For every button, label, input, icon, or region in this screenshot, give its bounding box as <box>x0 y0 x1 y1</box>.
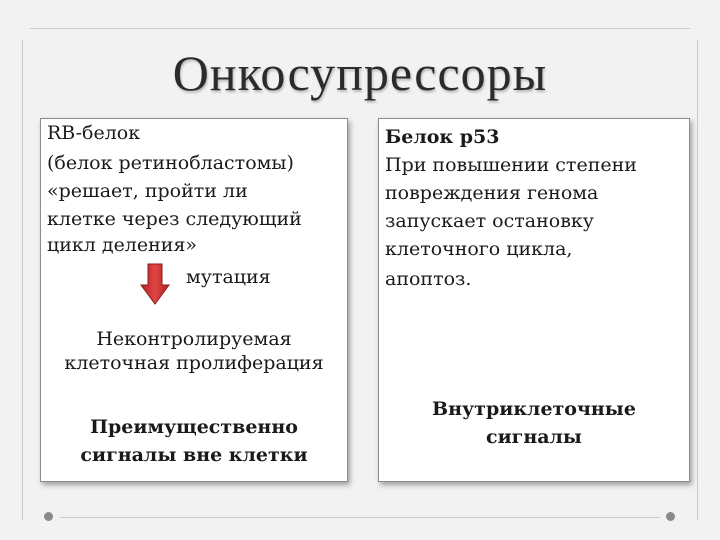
rb-line-2: «решает, пройти ли <box>47 180 248 202</box>
frame-top-line <box>30 28 690 29</box>
proliferation-line-2: клеточная пролиферация <box>64 352 324 374</box>
down-arrow-icon <box>140 263 170 305</box>
p53-line-3: запускает остановку <box>385 210 594 232</box>
rb-line-3: клетке через следующий <box>47 208 302 230</box>
p53-footer-line-2: сигналы <box>486 426 582 448</box>
slide-title: Онкосупрессоры <box>172 45 548 101</box>
mutation-label: мутация <box>186 266 271 288</box>
rb-protein-box <box>40 118 348 482</box>
frame-dot-left <box>44 512 53 521</box>
rb-heading: RB-белок <box>47 122 141 144</box>
frame-bottom-line <box>60 517 660 518</box>
p53-line-4: клеточного цикла, <box>385 238 573 260</box>
p53-footer-line-1: Внутриклеточные <box>432 398 636 420</box>
p53-line-1: При повышении степени <box>385 154 637 176</box>
p53-line-5: апоптоз. <box>385 268 472 290</box>
rb-footer-line-2: сигналы вне клетки <box>80 444 308 466</box>
frame-left-line <box>22 40 23 520</box>
rb-line-4: цикл деления» <box>47 234 198 256</box>
p53-heading: Белок р53 <box>385 126 500 148</box>
frame-dot-right <box>666 512 675 521</box>
rb-footer-line-1: Преимущественно <box>90 416 298 438</box>
p53-protein-box <box>378 118 690 482</box>
proliferation-line-1: Неконтролируемая <box>96 328 292 350</box>
frame-right-line <box>697 40 698 520</box>
rb-line-1: (белок ретинобластомы) <box>47 152 294 174</box>
p53-line-2: повреждения генома <box>385 182 599 204</box>
